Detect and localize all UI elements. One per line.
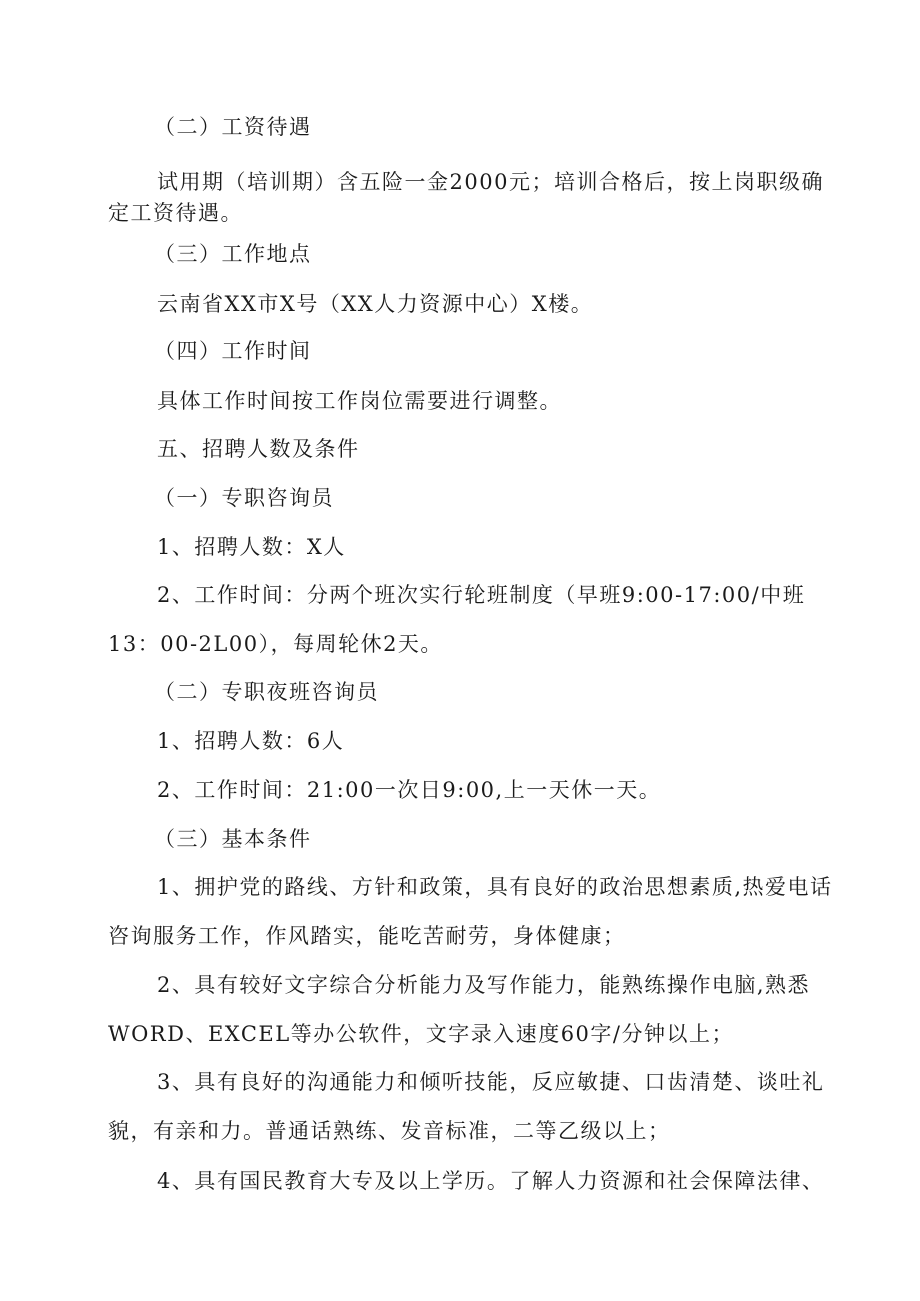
subsection-heading-night-consultant: （二）专职夜班咨询员: [154, 680, 379, 704]
subsection-heading-requirements: （三）基本条件: [154, 827, 312, 851]
paragraph-line: 试用期（培训期）含五险一金2000元；培训合格后，按上岗职级确: [157, 170, 824, 194]
section-heading-hours: （四）工作时间: [154, 339, 312, 363]
paragraph-line: 具体工作时间按工作岗位需要进行调整。: [157, 389, 562, 413]
paragraph-line: 定工资待遇。: [108, 201, 243, 225]
paragraph-line: 云南省XX市X号（XX人力资源中心）X楼。: [157, 292, 594, 316]
subsection-heading-consultant: （一）专职咨询员: [154, 486, 334, 510]
paragraph-line: 貌，有亲和力。普通话熟练、发音标准，二等乙级以上；: [108, 1119, 671, 1143]
paragraph-line: 2、工作时间：21:00一次日9:00,上一天休一天。: [157, 778, 662, 802]
paragraph-line: 1、招聘人数：X人: [157, 535, 346, 559]
paragraph-line: 1、招聘人数：6人: [157, 729, 345, 753]
paragraph-line: 3、具有良好的沟通能力和倾听技能，反应敏捷、口齿清楚、谈吐礼: [157, 1070, 825, 1094]
paragraph-line: WORD、EXCEL等办公软件，文字录入速度60字/分钟以上；: [108, 1022, 734, 1046]
paragraph-line: 2、工作时间：分两个班次实行轮班制度（早班9:00-17:00/中班: [157, 583, 806, 607]
paragraph-line: 咨询服务工作，作风踏实，能吃苦耐劳，身体健康；: [108, 924, 626, 948]
paragraph-line: 2、具有较好文字综合分析能力及写作能力，能熟练操作电脑,熟悉: [157, 973, 811, 997]
paragraph-line: 4、具有国民教育大专及以上学历。了解人力资源和社会保障法律、: [157, 1169, 825, 1193]
section-heading-salary: （二）工资待遇: [154, 115, 312, 139]
section-heading-location: （三）工作地点: [154, 242, 312, 266]
paragraph-line: 13：00-2L00），每周轮休2天。: [108, 632, 443, 656]
paragraph-line: 1、拥护党的路线、方针和政策，具有良好的政治思想素质,热爱电话: [157, 875, 833, 899]
section-heading-recruitment: 五、招聘人数及条件: [157, 437, 360, 461]
